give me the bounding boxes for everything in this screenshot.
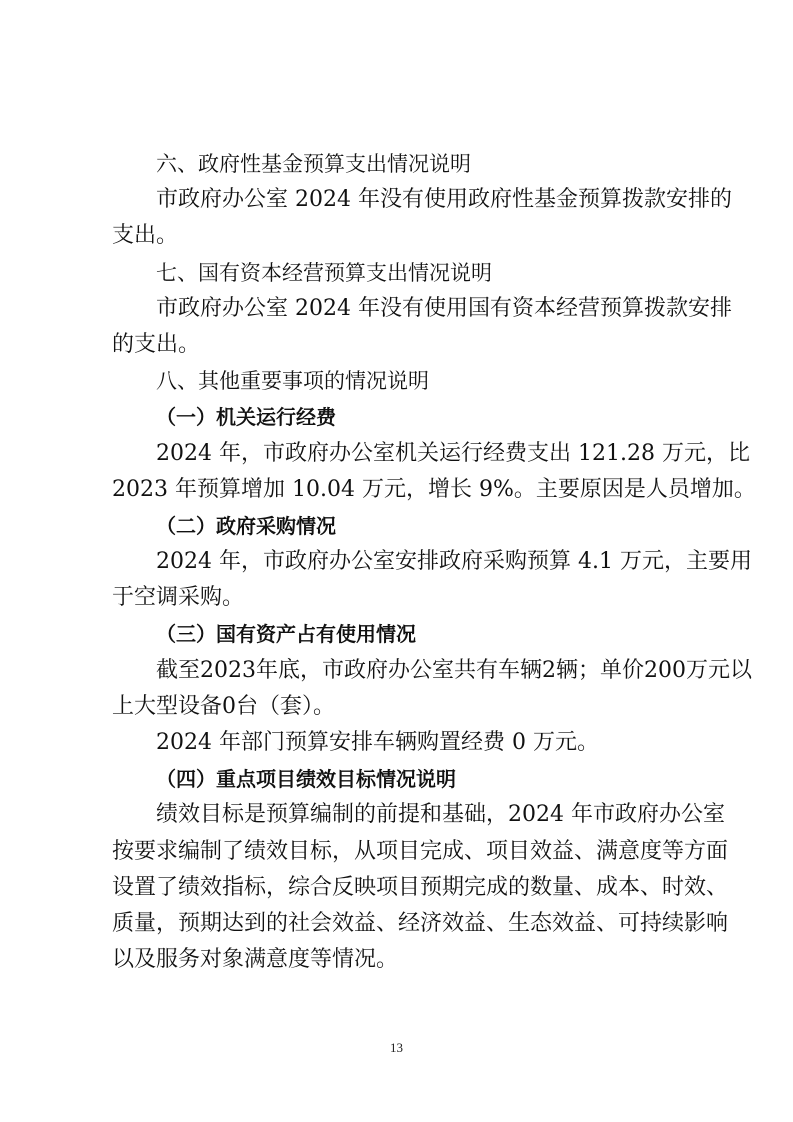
section-6-paragraph-line: 市政府办公室 2024 年没有使用政府性基金预算拨款安排的 <box>156 187 732 213</box>
subsection-3-title: （三）国有资产占有使用情况 <box>156 622 416 647</box>
subsection-4-paragraph-line: 以及服务对象满意度等情况。 <box>112 947 399 973</box>
subsection-2-paragraph-line: 2024 年，市政府办公室安排政府采购预算 4.1 万元，主要用 <box>156 549 752 575</box>
section-6-heading: 六、政府性基金预算支出情况说明 <box>156 152 471 176</box>
subsection-2-paragraph-line: 于空调采购。 <box>112 585 245 611</box>
subsection-3-paragraph-line: 截至2023年底，市政府办公室共有车辆2辆；单价200万元以 <box>156 657 752 683</box>
subsection-1-paragraph-line: 2023 年预算增加 10.04 万元，增长 9%。主要原因是人员增加。 <box>112 476 756 502</box>
section-7-heading: 七、国有资本经营预算支出情况说明 <box>156 260 492 285</box>
subsection-1-paragraph-line: 2024 年，市政府办公室机关运行经费支出 121.28 万元，比 <box>156 440 750 466</box>
subsection-2-title: （二）政府采购情况 <box>156 513 336 538</box>
subsection-4-paragraph-line: 绩效目标是预算编制的前提和基础，2024 年市政府办公室 <box>156 802 725 828</box>
subsection-3-paragraph-line: 上大型设备0台（套）。 <box>112 693 335 719</box>
section-6-paragraph-line: 支出。 <box>112 223 179 249</box>
subsection-1-title: （一）机关运行经费 <box>156 405 336 430</box>
document-body <box>112 146 756 978</box>
subsection-3-paragraph-line: 2024 年部门预算安排车辆购置经费 0 万元。 <box>156 730 599 755</box>
subsection-4-title: （四）重点项目绩效目标情况说明 <box>156 767 456 792</box>
section-7-paragraph-line: 市政府办公室 2024 年没有使用国有资本经营预算拨款安排 <box>156 295 732 321</box>
page-number: 13 <box>390 1040 403 1055</box>
subsection-4-paragraph-line: 设置了绩效指标，综合反映项目预期完成的数量、成本、时效、 <box>112 874 729 900</box>
subsection-4-paragraph-line: 质量，预期达到的社会效益、经济效益、生态效益、可持续影响 <box>112 910 729 936</box>
subsection-4-paragraph-line: 按要求编制了绩效目标，从项目完成、项目效益、满意度等方面 <box>112 838 729 864</box>
section-7-paragraph-line: 的支出。 <box>112 331 201 357</box>
section-8-heading: 八、其他重要事项的情况说明 <box>156 369 429 394</box>
